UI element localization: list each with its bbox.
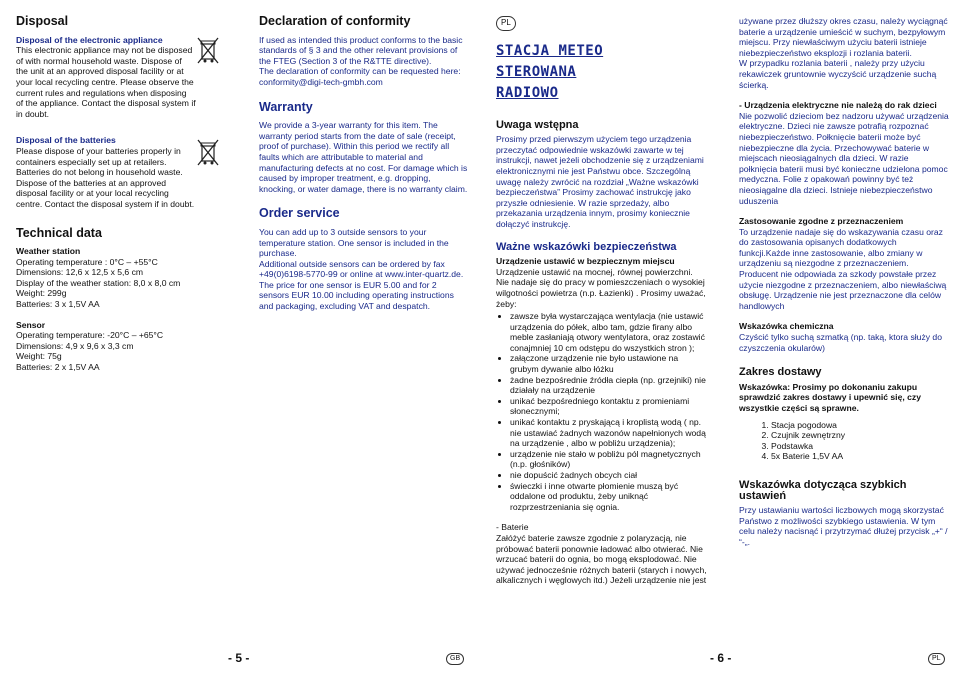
quick-settings-text: Przy ustawianiu wartości liczbowych mogą skorzystać Państwo z możliwości szybkiego ustawienia. W tym celu należy nacisnąć i przytrzymać dłużej przycisk „+“ / “-„.: [739, 505, 948, 547]
list-item: • załączone urządzenie nie było ustawione na grubym dywanie albo łóżku: [510, 353, 708, 374]
disposal-appliance-text: This electronic appliance may not be disposed of with normal household waste. Dispose of the unit at an approved disposal facility or at your local recycling centre. Please observe the current rules and regulations when disposing of the appliance. Contact the disposal system if in doubt.: [16, 45, 196, 119]
list-item: 3. Podstawka: [771, 441, 949, 452]
list-item: • zawsze była wystarczająca wentylacja (nie ustawić urządzenia do półek, albo tam, gdzie firany albo meble zasłaniają otwory wentylatora, oraz zostawić conajmniej 10 cm odstępu do wszystkich stron );: [510, 311, 708, 353]
batteries-text: Załóżyć baterie zawsze zgodnie z polaryzacją, nie próbować baterii ponownie ładować albo otwierać. Nie wrzucać baterii do ognia, bo mogą eksplodować. Nie używać jednocześnie różnych baterii (starych i nowych, alkalicznych i węglowych itd.) Jeżeli urządzenie nie jest: [496, 532, 707, 586]
preface-text: Prosimy przed pierwszym użyciem tego urządzenia przeczytać odpowiednie wskazówki zawarte w tej instrukcji, nawet jeżeli obchodzenie się z urządzeniami elektronicznymi nie jest Państwu obce. Szczególną uwagę należy zwrócić na rozdział „Ważne wskazówki bezpieczeństwa” Prosimy zachować instrukcję jako przyszłe odniesienie. W razie sprzedaży, albo przekazania urządzenia innym, prosimy koniecznie dołączyć instrukcję.: [496, 134, 704, 229]
order-text: You can add up to 3 outside sensors to your temperature station. One sensor is included in the purchase.: [259, 226, 449, 259]
sensor-line: Dimensions: 4,9 x 9,6 x 3,3 cm: [16, 340, 134, 351]
battery-continued-text: używane przez dłuższy okres czasu, należy wyciągnąć baterie a urządzenie umieścić w suchym, bezpyłowym miejscu. Przy niewłaściwym użyciu baterii istnieje niebezpieczeństwo eksplozji i rozlania baterii.: [739, 16, 948, 58]
language-badge: PL: [496, 16, 516, 31]
warranty-text: We provide a 3-year warranty for this item. The warranty period starts from the date of sale (receipt, proof of purchase). Within this period we rectify all faults which are attributable to material and manufacturing defects at no cost. For damage which is caused by improper treatment, e.g. dropping, knocking, or water damage, there is no warranty claim.: [259, 120, 468, 194]
weather-line: Dimensions: 12,6 x 12,5 x 5,6 cm: [16, 267, 144, 278]
order-fax-text: Additional outside sensors can be ordered by fax +49(0)6198-5770-99 or online at www.inter-quartz.de.: [259, 258, 464, 280]
crossed-bin-icon: [196, 138, 220, 166]
chemical-heading: Wskazówka chemiczna: [739, 321, 834, 332]
disposal-appliance-heading: Disposal of the electronic appliance: [16, 34, 163, 45]
safety-bullet-list: [496, 311, 708, 512]
battery-leak-text: W przypadku rozlania baterii , należy przy użyciu rekawiczek gruntownie wyczyścić urządzenie suchą ścierką.: [739, 58, 937, 90]
safety-subheading: Urządzenie ustawić w bezpiecznym miejscu: [496, 256, 675, 267]
order-service-title: Order service: [259, 206, 340, 221]
list-item: • urządzenie nie stało w pobliżu pól magnetycznych (n.p. głośników): [510, 449, 708, 470]
safety-text: Urządzenie ustawić na mocnej, równej powierzchni. Nie nadaje się do pracy w pomieszczeniach o wysokiej wilgotności powietrza (n.p. Łazienki) . Prosimy uważać, żeby:: [496, 266, 706, 309]
conformity-request-text: The declaration of conformity can be requested here: conformity@digi-tech-gmbh.com: [259, 66, 461, 87]
conformity-text: If used as intended this product conforms to the basic standards of § 3 and the other relevant provisions of the FTEG (Section 3 of the R&TTE directive).: [259, 34, 463, 66]
list-item: • żadne bezpośrednie źródła ciepła (np. grzejniki) nie działały na urządzenie: [510, 375, 708, 396]
chemical-text: Czyścić tylko suchą szmatką (np. taką, ktora służy do czyszczenia okularów): [739, 332, 942, 353]
order-price-text: The price for one sensor is EUR 5.00 and for 2 sensors EUR 10.00 including operating instructions and packaging, excluding VAT and despatch.: [259, 279, 454, 312]
list-item: • świeczki i inne otwarte płomienie muszą być oddalone od produktu, żeby uniknąć rozprzestrzeniania się ognia.: [510, 481, 708, 513]
weather-line: Weight: 299g: [16, 288, 67, 299]
intended-use-heading: Zastosowanie zgodne z przeznaczeniem: [739, 216, 904, 227]
disposal-batteries-text: Please dispose of your batteries properly in containers especially set up at retailers. Batteries do not belong in household waste. Dispose of the batteries at an approved disposal facility or at your local recycling centre. Contact the disposal system if in doubt.: [16, 145, 195, 209]
disposal-title: Disposal: [16, 14, 69, 28]
list-item: • unikać kontaktu z pryskającą i kroplistą wodą ( np. nie ustawiać żadnych wazonów napełnionych wodą na urządzenie , albo w pobliżu urządzenia);: [510, 417, 708, 449]
batteries-label: - Baterie: [496, 522, 529, 533]
safety-title: Ważne wskazówki bezpieczeństwa: [496, 240, 677, 253]
sensor-line: Operating temperature: -20°C – +65°C: [16, 330, 164, 341]
product-title-line: STEROWANA: [496, 63, 577, 80]
sensor-heading: Sensor: [16, 319, 46, 330]
column-disposal-tech: [16, 12, 196, 373]
delivery-list: [739, 420, 949, 462]
disposal-batteries-heading: Disposal of the batteries: [16, 135, 116, 146]
language-badge: PL: [928, 653, 945, 665]
weather-line: Display of the weather station: 8,0 x 8,0 cm: [16, 277, 181, 288]
sensor-line: Batteries: 2 x 1,5V AA: [16, 362, 100, 373]
warranty-title: Warranty: [259, 99, 313, 114]
sensor-line: Weight: 75g: [16, 351, 62, 362]
conformity-title: Declaration of conformity: [259, 14, 411, 28]
crossed-bin-icon: [196, 36, 220, 64]
list-item: • unikać bezpośredniego kontaktu z promieniami słonecznymi;: [510, 396, 708, 417]
preface-title: Uwaga wstępna: [496, 118, 579, 131]
delivery-title: Zakres dostawy: [739, 366, 822, 379]
list-item: 2. Czujnik zewnętrzny: [771, 430, 949, 441]
weather-station-heading: Weather station: [16, 246, 81, 257]
intended-use-text: To urządzenie nadaje się do wskazywania czasu oraz do zastosowania opisanych dodatkowych funkcji.Każde inne zastosowanie, albo zmiany w urządzeniu są niezgodne z przeznaczeniem. Producent nie odpowiada za szkody powstałe przez użycie niezgodne z przeznaczeniem, albo niewłaściwą obsługę. Urządzenie nie jest przeznaczone dla celów handlowych: [739, 226, 947, 311]
children-heading: - Urządzenia elektryczne nie należą do rak dzieci: [739, 100, 937, 111]
right-page: [480, 0, 960, 679]
page-number: - 6 -: [710, 651, 732, 665]
weather-line: Operating temperature : 0°C – +55°C: [16, 256, 158, 267]
weather-line: Batteries: 3 x 1,5V AA: [16, 299, 100, 310]
list-item: 1. Stacja pogodowa: [771, 420, 949, 431]
page-number: - 5 -: [228, 651, 250, 665]
column-children-delivery: [739, 16, 949, 548]
delivery-intro: Wskazówka: Prosimy po dokonaniu zakupu sprawdzić zakres dostawy i upewnić się, czy wszystkie części są sprawne.: [739, 381, 921, 413]
children-text: Nie pozwolić dzieciom bez nadzoru używać urządzenia elektryczne. Dzieci nie zawsze potrafią rozpoznać niebezpieczeństwo. Połknięcie baterii może być niebezpieczne dla życia. Przechowywać baterie w miejscach nieosiągalnych dla dzieci. W razie połknięcia baterii musi być konieczne udzielona pomoc medyczna. Folie z opakowań powinny być też nieosiągalne dla dzieci. Istnieje niebezpieczeństwo uduszenia: [739, 110, 949, 206]
quick-settings-title: Wskazówka dotycząca szybkich ustawień: [739, 478, 907, 502]
column-intro-safety: [496, 12, 708, 586]
language-badge: GB: [446, 653, 464, 665]
technical-data-title: Technical data: [16, 225, 102, 240]
list-item: • nie dopuścić żadnych obcych ciał: [510, 470, 708, 481]
product-title-line: STACJA METEO: [496, 42, 604, 59]
column-conformity-warranty: [259, 12, 469, 312]
list-item: 4. 5x Baterie 1,5V AA: [771, 451, 949, 462]
product-title-line: RADIOWO: [496, 84, 559, 101]
